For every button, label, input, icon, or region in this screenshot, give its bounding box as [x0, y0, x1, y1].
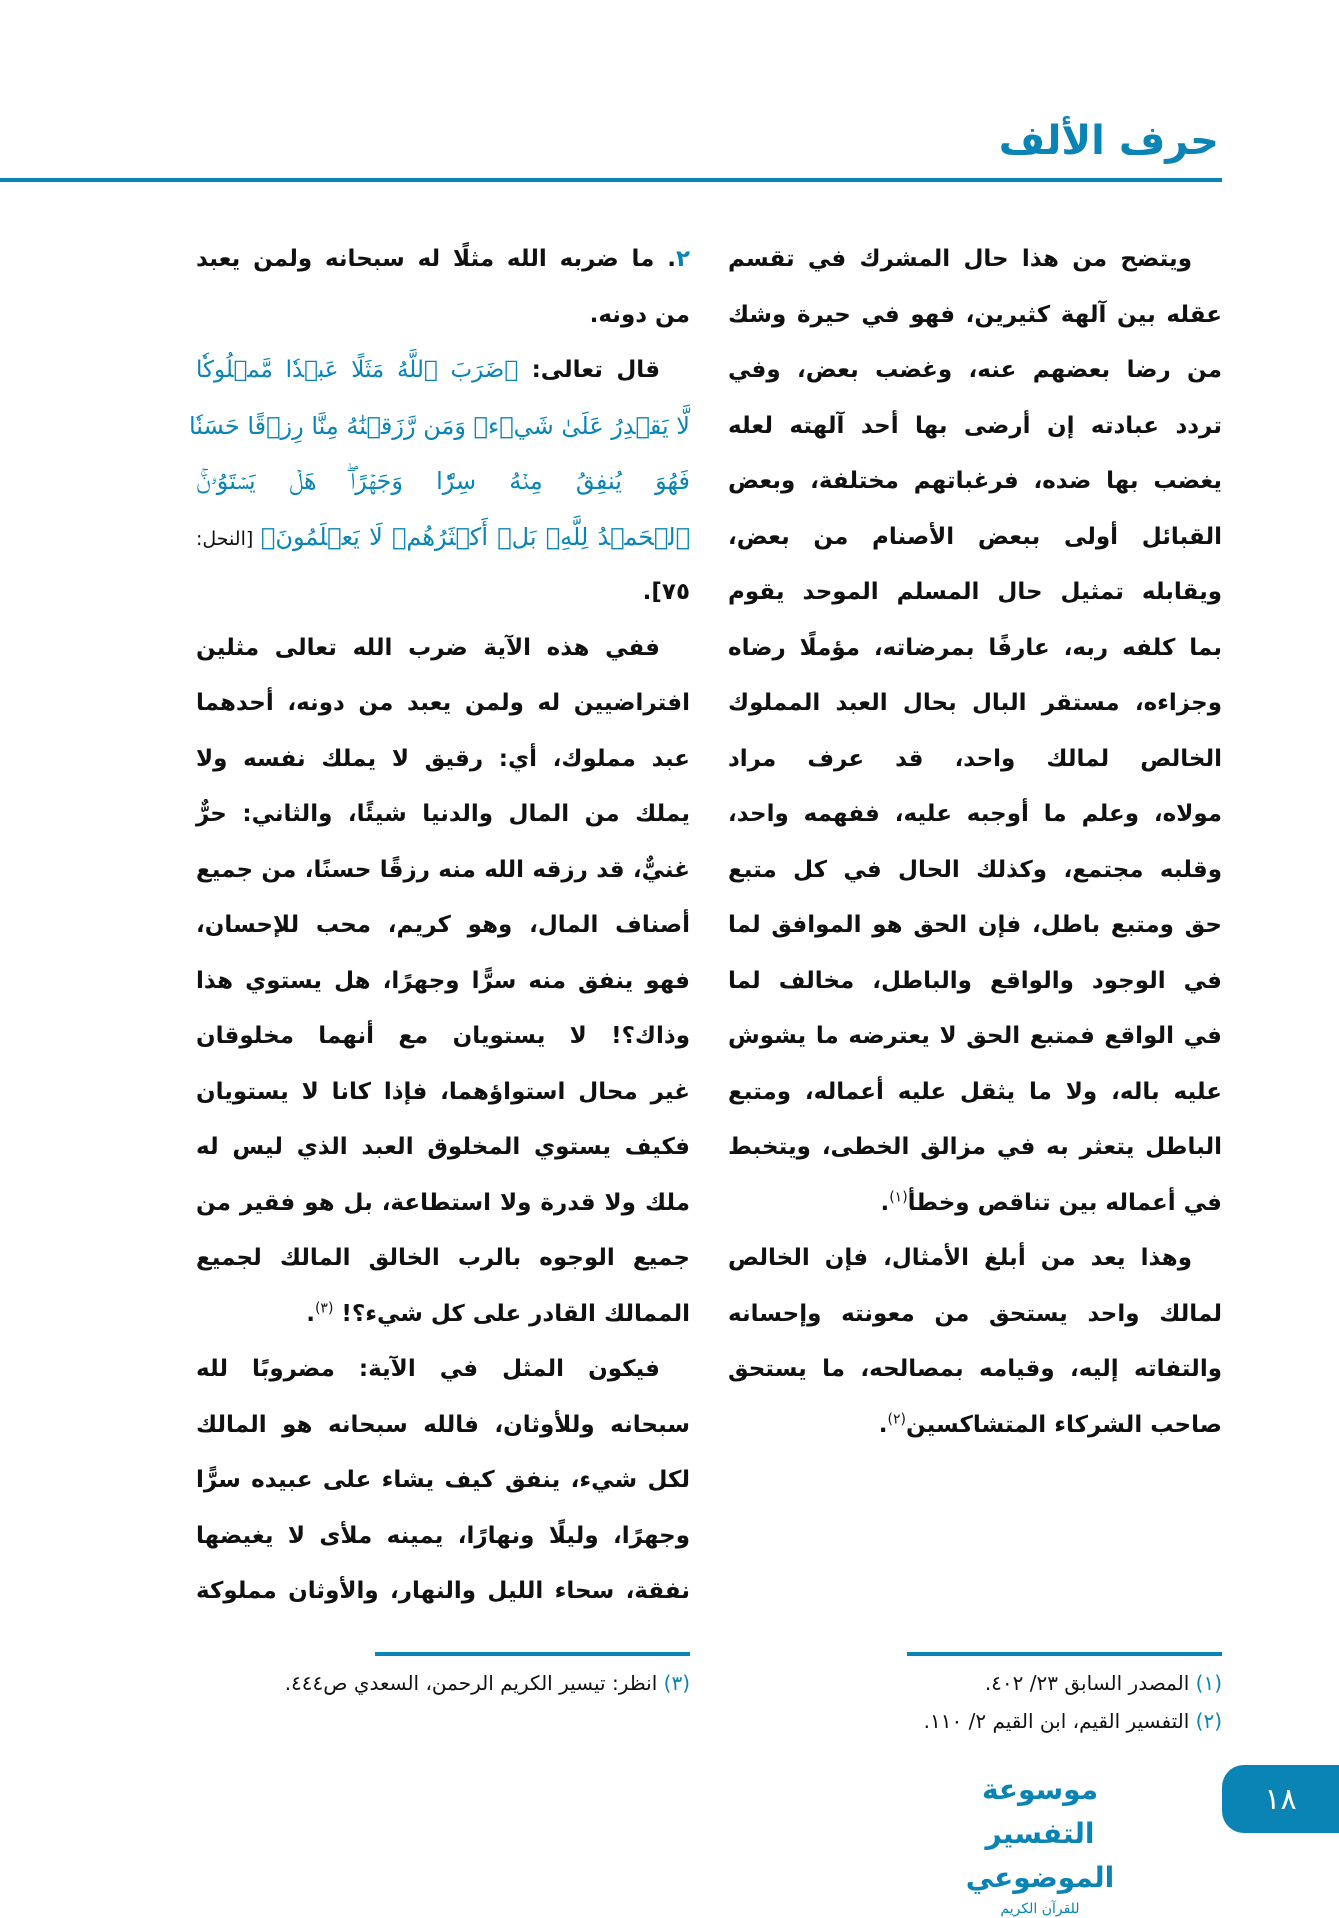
text-line [728, 898, 1222, 954]
line-text: وجهرًا، وليلًا ونهارًا، يمينه ملأى لا يغيضها [196, 1522, 690, 1549]
text-line [728, 1231, 1222, 1287]
line-text: وجزاءه، مستقر البال بحال العبد المملوك [728, 690, 1222, 716]
line-text: الباطل يتعثر به في مزالق الخطى، ويتخبط [728, 1134, 1222, 1160]
line-text: ملك ولا قدرة ولا استطاعة، بل هو فقير من [196, 1189, 690, 1216]
line-text: عليه باله، ولا ما يثقل عليه أعماله، ومتبع [728, 1078, 1222, 1105]
text-line [196, 843, 690, 899]
text-line [196, 1176, 690, 1232]
text-line [728, 1287, 1222, 1343]
text-line [196, 1287, 690, 1343]
line-text: في الواقع فمتبع الحق لا يعترضه ما يشوش [728, 1023, 1222, 1049]
line-text: ٧٥]. [642, 579, 690, 605]
text-line [728, 843, 1222, 899]
text-line [728, 288, 1222, 344]
text-line [196, 676, 690, 732]
text-line [196, 343, 690, 399]
text-line [728, 1176, 1222, 1232]
line-text: في الوجود والواقع والباطل، مخالف لما [728, 967, 1222, 994]
footnote-rule-left [375, 1652, 690, 1656]
line-text: في أعماله بين تناقص وخطأ [907, 1189, 1222, 1216]
footnote [820, 1664, 1222, 1702]
text-line [196, 621, 690, 677]
line-text: غنيٌّ، قد رزقه الله منه رزقًا حسنًا، من جميع [196, 856, 690, 883]
logo-title: موسوعة التفسير الموضوعي [965, 1773, 1115, 1894]
line-text: والتفاته إليه، وقيامه بمصالحه، ما يستحق [728, 1356, 1222, 1382]
line-text: لكل شيء، ينفق كيف يشاء على عبيده سرًّا [196, 1467, 690, 1493]
encyclopedia-logo [925, 1768, 1155, 1917]
line-text: الخالص لمالك واحد، قد عرف مراد [728, 745, 1222, 772]
line-text: تردد عبادته إن أرضى بها أحد آلهته لعله [728, 412, 1222, 439]
chapter-title: حرف الألف [998, 118, 1219, 164]
line-text: . ما ضربه الله مثلًا له سبحانه ولمن يعبد [196, 246, 676, 272]
text-line [196, 787, 690, 843]
text-line [196, 1453, 690, 1509]
text-line [728, 510, 1222, 566]
line-text: أصناف المال، وهو كريم، محب للإحسان، [196, 912, 690, 938]
line-end: . [306, 1300, 315, 1327]
text-line [196, 1564, 690, 1620]
quran-verse: ٱلۡحَمۡدُ لِلَّهِۚ بَلۡ أَكۡثَرُهُمۡ لَا يَعۡلَمُونَ﴾ [260, 522, 690, 551]
text-line [728, 1398, 1222, 1454]
line-end: . [878, 1411, 888, 1438]
text-line [728, 1342, 1222, 1398]
footnote-number: (٢) [1195, 1709, 1222, 1733]
text-line [728, 399, 1222, 455]
line-text: غير محال استواؤهما، فإذا كانا لا يستويان [196, 1078, 690, 1105]
line-text: وقلبه مجتمع، وكذلك الحال في كل متبع [728, 856, 1222, 883]
line-text: ويقابله تمثيل حال المسلم الموحد يقوم [728, 579, 1222, 605]
line-text: القبائل أولى ببعض الأصنام من بعض، [728, 523, 1222, 550]
text-line [196, 1120, 690, 1176]
line-text: ففي هذه الآية ضرب الله تعالى مثلين [196, 634, 660, 661]
line-text: افتراضيين له ولمن يعبد من دونه، أحدهما [196, 690, 690, 716]
text-line [196, 1009, 690, 1065]
text-line [196, 565, 690, 621]
text-line [196, 732, 690, 788]
logo-subtitle: للقرآن الكريم [1000, 1901, 1080, 1917]
footnote-rule-right [907, 1652, 1222, 1656]
header-rule [0, 178, 1222, 182]
line-text: فكيف يستوي المخلوق العبد الذي ليس له [196, 1134, 690, 1160]
footnote-marker: (٣) [314, 1299, 334, 1316]
line-text: وذاك؟! لا يستويان مع أنهما مخلوقان [196, 1023, 690, 1049]
footnote-text: انظر: تيسير الكريم الرحمن، السعدي ص٤٤٤. [284, 1671, 664, 1695]
text-line [196, 898, 690, 954]
text-line [728, 232, 1222, 288]
text-line [728, 1065, 1222, 1121]
text-line [196, 1065, 690, 1121]
text-line [196, 1231, 690, 1287]
line-text: من رضا بعضهم عنه، وغضب بعض، وفي [728, 357, 1222, 383]
line-text: مولاه، وعلم ما أوجبه عليه، ففهمه واحد، [728, 801, 1222, 827]
line-text: عبد مملوك، أي: رقيق لا يملك نفسه ولا [196, 745, 690, 772]
text-line [196, 954, 690, 1010]
line-text: لمالك واحد يستحق من معونته وإحسانه [728, 1300, 1222, 1327]
line-text: بما كلفه ربه، عارفًا بمرضاته، مؤملًا رضاه [728, 634, 1222, 661]
list-number: ٢ [675, 246, 690, 272]
footnote-marker: (٢) [887, 1410, 906, 1427]
text-line [728, 1009, 1222, 1065]
line-text: من دونه. [589, 301, 690, 328]
footnote-number: (٣) [663, 1671, 690, 1695]
line-text: ويتضح من هذا حال المشرك في تقسم [728, 246, 1192, 272]
line-text: نفقة، سحاء الليل والنهار، والأوثان مملوكة [196, 1578, 690, 1604]
text-line [728, 676, 1222, 732]
text-line [728, 621, 1222, 677]
text-line [728, 787, 1222, 843]
left-text-column [188, 232, 690, 1620]
line-text: يغضب بها ضده، فرغباتهم مختلفة، وبعض [728, 468, 1222, 494]
quran-verse: لَّا يَقۡدِرُ عَلَىٰ شَيۡءٖ وَمَن رَّزَقۡنَٰهُ مِنَّا رِزۡقًا حَسَنٗا [188, 411, 690, 440]
line-text: حق ومتبع باطل، فإن الحق هو الموافق لما [728, 912, 1222, 938]
text-line [728, 732, 1222, 788]
line-text: صاحب الشركاء المتشاكسين [905, 1411, 1222, 1438]
text-line [728, 343, 1222, 399]
line-text: جميع الوجوه بالرب الخالق المالك لجميع [196, 1245, 690, 1271]
text-line [728, 565, 1222, 621]
line-text: فهو ينفق منه سرًّا وجهرًا، هل يستوي هذا [196, 967, 690, 994]
text-line [188, 399, 690, 455]
line-text: فيكون المثل في الآية: مضروبًا لله [196, 1356, 660, 1382]
surah-reference: [النحل: [196, 527, 261, 550]
line-text: يملك من المال والدنيا شيئًا، والثاني: حرٌّ [196, 801, 690, 827]
text-line [196, 1342, 690, 1398]
footnote [196, 1664, 690, 1702]
page-number: ١٨ [1222, 1765, 1339, 1833]
line-text: وهذا يعد من أبلغ الأمثال، فإن الخالص [728, 1245, 1192, 1271]
footnote-text: المصدر السابق ٢٣/ ٤٠٢. [984, 1671, 1196, 1695]
text-line [728, 1120, 1222, 1176]
text-line [196, 288, 690, 344]
quran-verse: فَهُوَ يُنفِقُ مِنۡهُ سِرّٗا وَجَهۡرًاۖ هَلۡ يَسۡتَوُۥنَۚ [196, 467, 690, 495]
text-line [196, 1398, 690, 1454]
footnote-marker: (١) [889, 1188, 908, 1205]
text-line [196, 510, 690, 566]
line-text: الممالك القادر على كل شيء؟! [333, 1300, 690, 1327]
text-line [196, 1509, 690, 1565]
footnote-text: التفسير القيم، ابن القيم ٢/ ١١٠. [923, 1709, 1196, 1733]
text-line [728, 454, 1222, 510]
quran-verse: ﴿ضَرَبَ ٱللَّهُ مَثَلًا عَبۡدٗا مَّمۡلُوكٗا [196, 357, 519, 383]
line-text: عقله بين آلهة كثيرين، فهو في حيرة وشك [728, 301, 1222, 328]
footnote [820, 1702, 1222, 1740]
footnotes-left [196, 1664, 690, 1702]
text-line [196, 232, 690, 288]
line-text: قال تعالى: [518, 357, 660, 383]
right-text-column [728, 232, 1222, 1453]
text-line [196, 454, 690, 510]
line-text: سبحانه وللأوثان، فالله سبحانه هو المالك [196, 1411, 690, 1438]
text-line [728, 954, 1222, 1010]
footnotes-right [820, 1664, 1222, 1740]
footnote-number: (١) [1195, 1671, 1222, 1695]
line-end: . [880, 1189, 890, 1216]
